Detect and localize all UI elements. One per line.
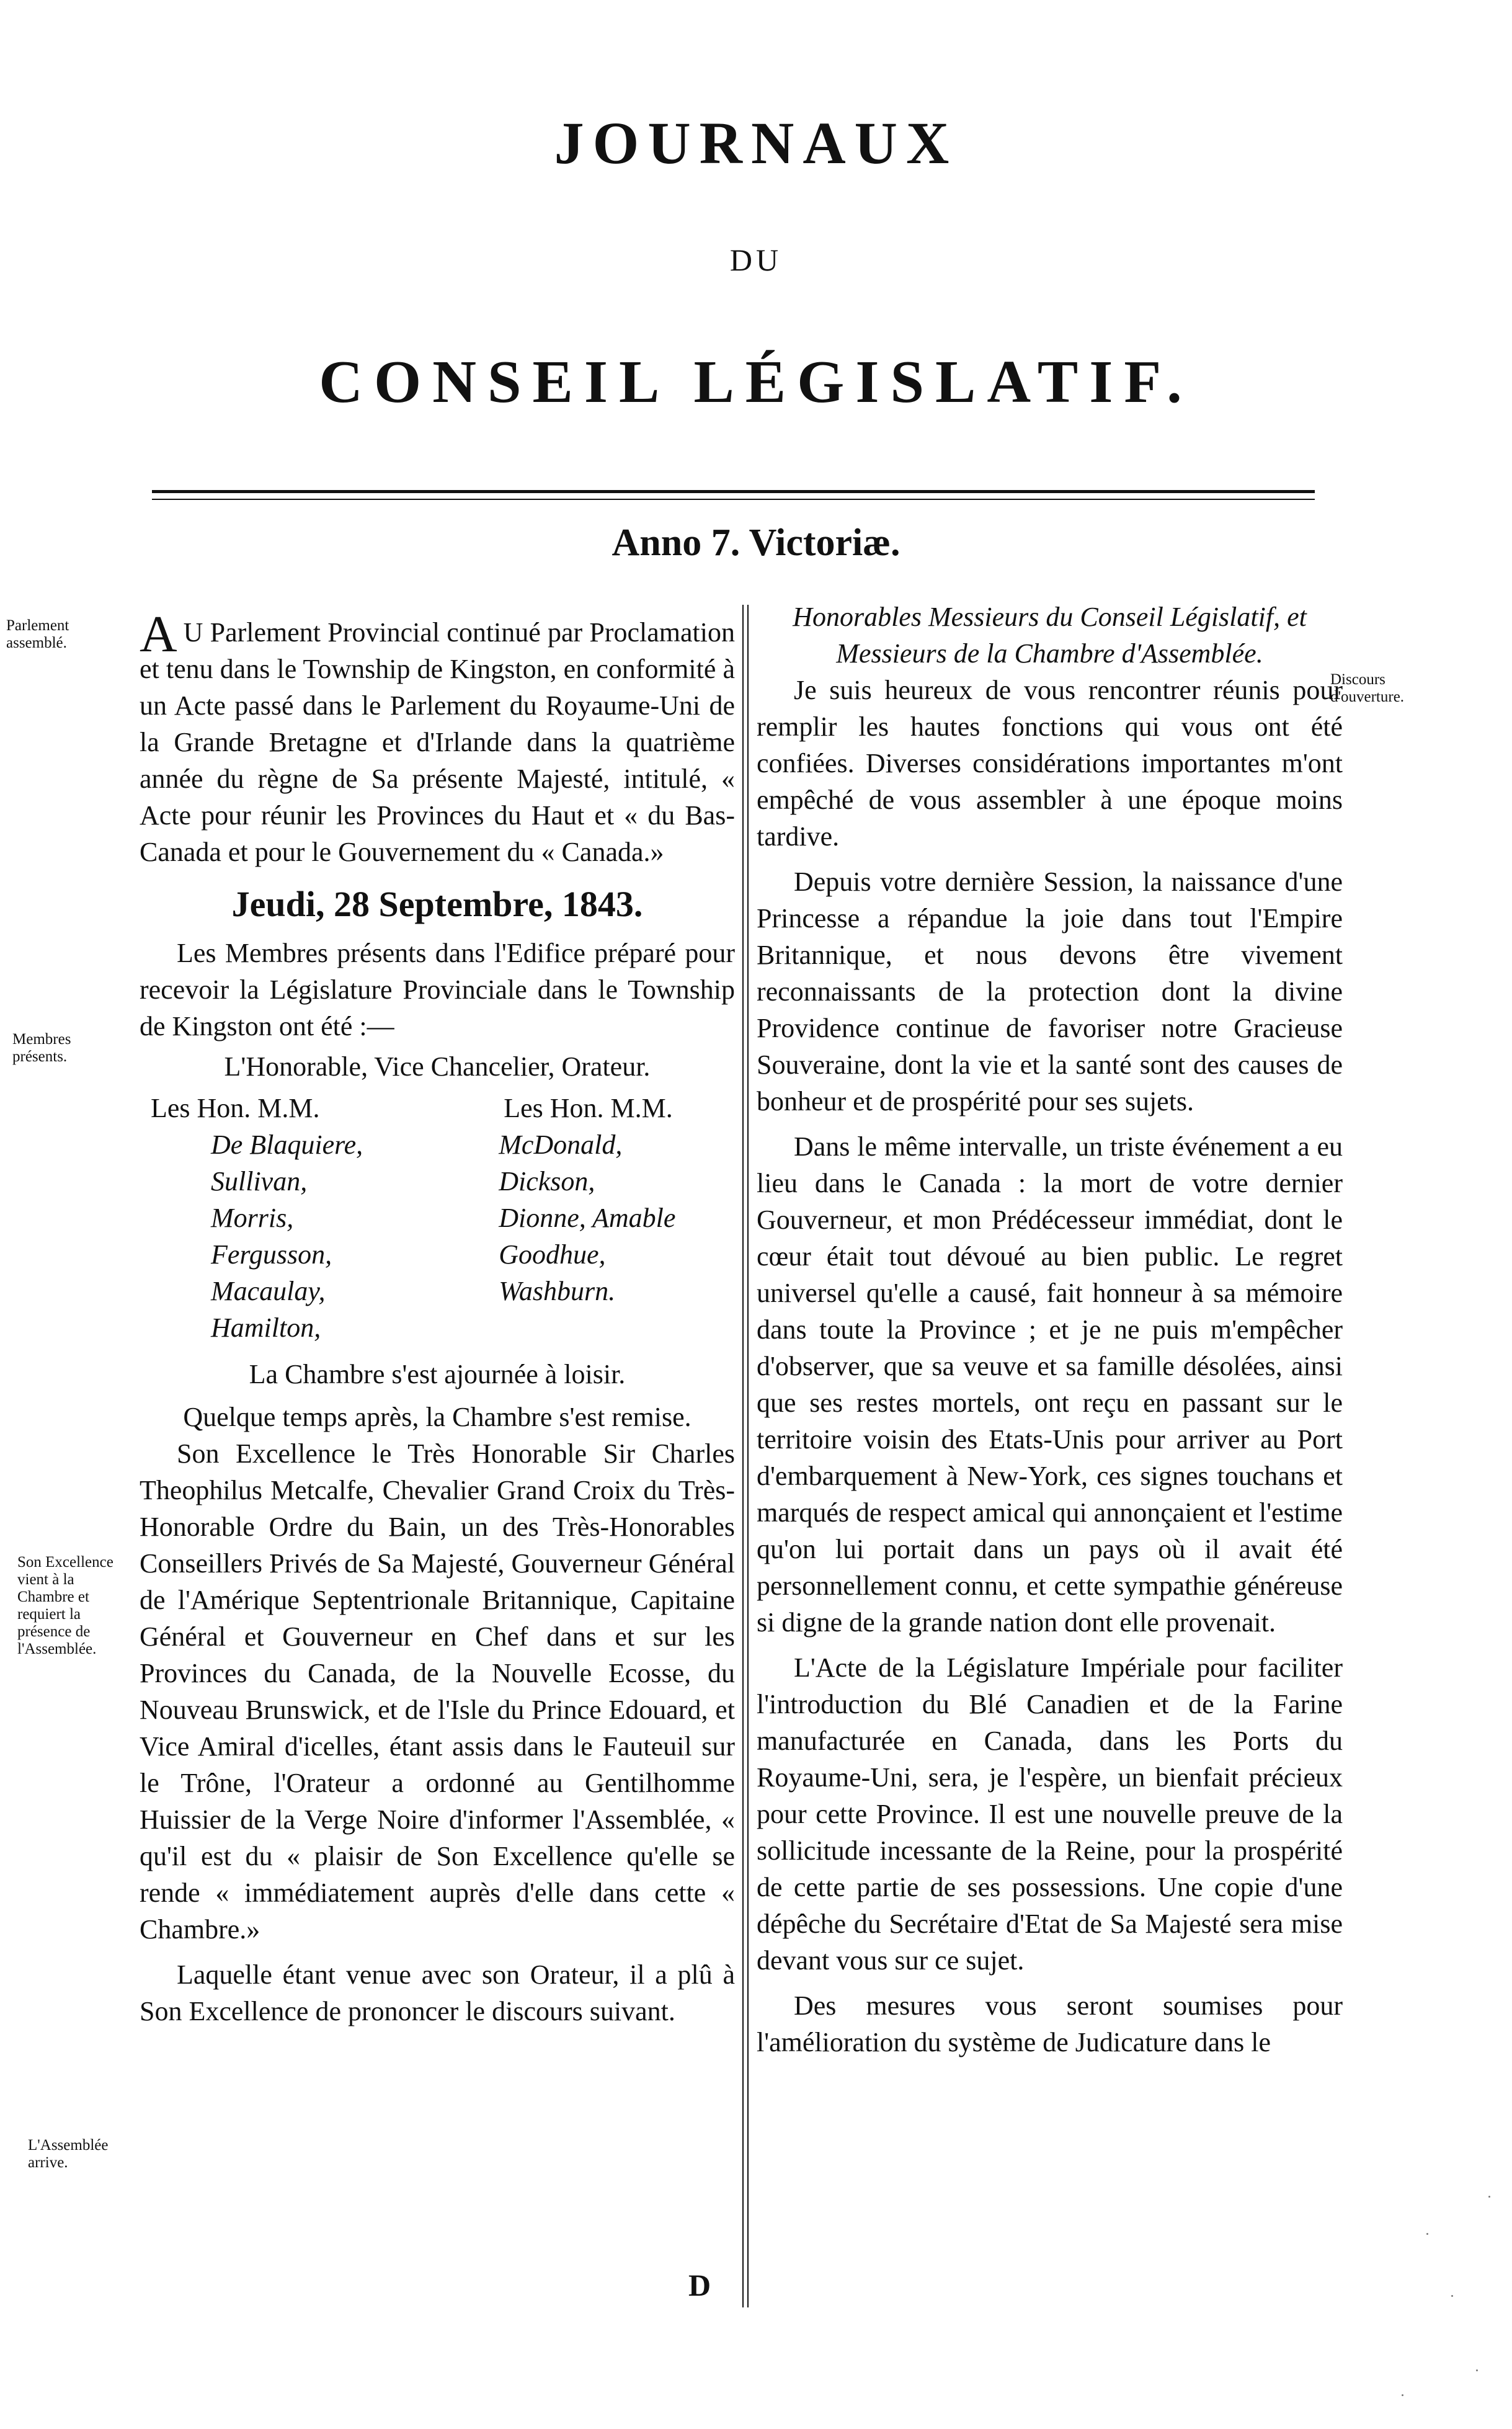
header-rule-thin xyxy=(152,499,1315,500)
speech-paragraph: Depuis votre dernière Session, la naissance d'une Princesse a répandue la joie dans tout l'Empire Britannique, et nous devons être vivement reconnaissants de la protection dont la divine Providence continue de favoriser notre Gracieuse Souveraine, dont la vie et la santé sont des causes de bonheur et de prospérité pour ses sujets. xyxy=(757,867,1343,1116)
member-name: McDonald, xyxy=(499,1130,623,1160)
column-divider xyxy=(747,605,749,2307)
margin-note-excellence: Son Excellence vient à la Chambre et requiert la présence de l'Assemblée. xyxy=(17,1554,113,1657)
page-signature: D xyxy=(688,2268,711,2302)
member-name: De Blaquiere, xyxy=(211,1130,363,1160)
margin-note-parlement: Parlement assemblé. xyxy=(6,617,69,651)
opening-text: U Parlement Provincial continué par Proclamation et tenu dans le Township de Kingston, en conformité à un Acte passé dans le Parlement du Royaume-Uni de la Grande Bretagne et d'Irlande dans la quatrième année du règne de Sa présente Majesté, intitulé, « Acte pour réunir les Provinces du Haut et « du Bas-Canada et pour le Gouvernement du « Canada.» xyxy=(140,617,735,867)
members-column-1 xyxy=(140,1090,425,1346)
speech-salutation: Honorables Messieurs du Conseil Législatif, et Messieurs de la Chambre d'Assemblée. xyxy=(793,602,1307,669)
speech-paragraph: Je suis heureux de vous rencontrer réunis pour remplir les hautes fonctions qui vous ont été confiées. Diverses considérations importantes m'ont empêché de vous assembler à une époque moins tardive. xyxy=(757,675,1343,852)
assembly-paragraph: Laquelle étant venue avec son Orateur, il a plû à Son Excellence de prononcer le discours suivant. xyxy=(140,1959,735,2026)
drop-cap: A xyxy=(140,605,177,663)
paper-speck xyxy=(1451,2295,1453,2297)
header-rule-thick xyxy=(152,490,1315,493)
anno-heading: Anno 7. Victoriæ. xyxy=(611,522,901,564)
adjourn-line: La Chambre s'est ajournée à loisir. xyxy=(249,1359,626,1389)
opening-paragraph xyxy=(140,605,735,870)
member-name: Macaulay, xyxy=(211,1276,326,1306)
column-divider xyxy=(742,605,744,2307)
paper-speck xyxy=(1426,2233,1428,2235)
members-column-2 xyxy=(449,1090,735,1346)
member-name: Goodhue, xyxy=(499,1239,606,1270)
speaker-line: L'Honorable, Vice Chancelier, Orateur. xyxy=(224,1051,651,1082)
speech-paragraph: Des mesures vous seront soumises pour l'amélioration du système de Judicature dans le xyxy=(757,1990,1343,2057)
journal-title: JOURNAUX xyxy=(554,110,958,176)
member-name: Morris, xyxy=(211,1203,294,1233)
margin-note-membres: Membres présents. xyxy=(12,1031,71,1065)
resume-line: Quelque temps après, la Chambre s'est remise. xyxy=(183,1402,692,1432)
paper-speck xyxy=(1402,2394,1403,2396)
excellence-paragraph: Son Excellence le Très Honorable Sir Charles Theophilus Metcalfe, Chevalier Grand Croix du Très-Honorable Ordre du Bain, un des Très-Honorables Conseillers Privés de Sa Majesté, Gouverneur Général de l'Amérique Septentrionale Britannique, Capitaine Général et Gouverneur en Chef dans et sur les Provinces du Canada, de la Nouvelle Ecosse, du Nouveau Brunswick, et de l'Isle du Prince Edouard, et Vice Amiral d'icelles, étant assis dans le Fauteuil sur le Trône, l'Orateur a ordonné au Gentilhomme Huissier de la Verge Noire d'informer l'Assemblée, « qu'il est du « plaisir de Son Excellence qu'elle se rende « immédiatement auprès d'elle dans cette « Chambre.» xyxy=(140,1438,735,1945)
members-intro: Les Membres présents dans l'Edifice préparé pour recevoir la Législature Provinciale dans le Township de Kingston ont été :— xyxy=(140,938,735,1041)
right-column xyxy=(757,599,1343,2061)
members-list xyxy=(140,1090,735,1346)
member-name: Fergusson, xyxy=(211,1239,332,1270)
member-name: Hamilton, xyxy=(211,1313,321,1343)
member-name: Dionne, Amable xyxy=(499,1203,676,1233)
member-name: Dickson, xyxy=(499,1166,595,1197)
margin-note-assemblee: L'Assemblée arrive. xyxy=(28,2137,109,2171)
paper-speck xyxy=(1476,2369,1478,2371)
members-header: Les Hon. M.M. xyxy=(504,1093,673,1123)
speech-paragraph: Dans le même intervalle, un triste événement a eu lieu dans le Canada : la mort de votre dernier Gouverneur, et mon Prédécesseur immédiat, dont le cœur était tout dévoué au bien public. Le regret universel qu'elle a causé, fait honneur à sa mémoire dans toute la Province ; et je ne puis m'empêcher d'observer, que sa veuve et sa famille désolées, ainsi que ses restes mortels, ont reçu en passant sur le territoire voisin des Etats-Unis pour arriver au Port d'embarquement à New-York, ces signes touchans et marqués de respect amical qui annonçaient et l'estime qu'on lui portait dans un pays où il avait été personnellement connu, et cette sympathie généreuse si digne de la grande nation dont elle provenait. xyxy=(757,1131,1343,1638)
left-column xyxy=(140,605,735,2030)
journal-title-du: DU xyxy=(729,243,783,277)
margin-note-discours: Discours d'ouverture. xyxy=(1330,671,1405,705)
member-name: Sullivan, xyxy=(211,1166,308,1197)
members-header: Les Hon. M.M. xyxy=(151,1093,320,1123)
session-date: Jeudi, 28 Septembre, 1843. xyxy=(231,884,643,924)
paper-speck xyxy=(1488,2196,1490,2198)
member-name: Washburn. xyxy=(499,1276,616,1306)
council-title: CONSEIL LÉGISLATIF. xyxy=(319,349,1193,416)
speech-paragraph: L'Acte de la Législature Impériale pour faciliter l'introduction du Blé Canadien et de la Farine manufacturée en Canada, dans les Ports du Royaume-Uni, sera, je l'espère, un bienfait précieux pour cette Province. Il est une nouvelle preuve de la sollicitude incessante de la Reine, pour la prospérité de cette partie de ses possessions. Une copie d'une dépêche du Secrétaire d'Etat de Sa Majesté sera mise devant vous sur ce sujet. xyxy=(757,1652,1343,1976)
